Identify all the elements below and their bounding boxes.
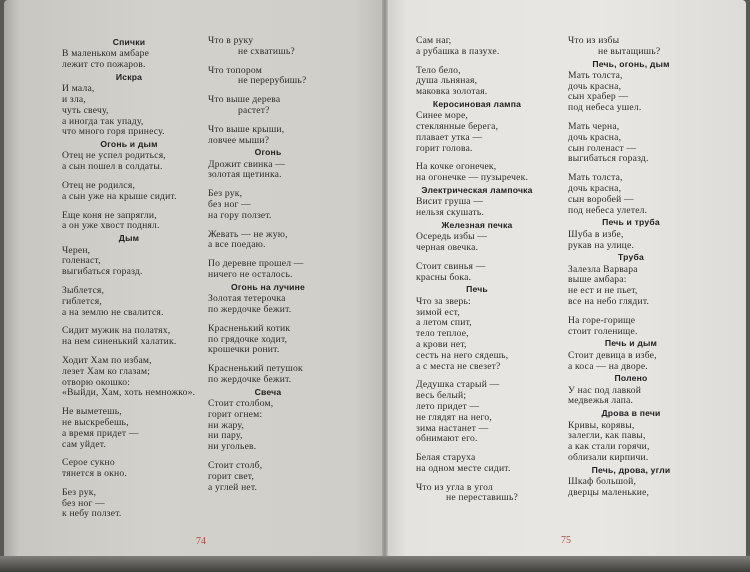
riddle-line: Стоит девица в избе, bbox=[568, 349, 657, 361]
riddle-line: Залезла Варвара bbox=[568, 263, 638, 275]
riddle bbox=[208, 259, 328, 281]
riddle-heading: Труба bbox=[618, 252, 644, 263]
riddle-line: на нем синенький халатик. bbox=[62, 336, 177, 348]
riddle-line: Синее море, bbox=[416, 110, 469, 122]
riddle-line: по грядочке ходит, bbox=[208, 333, 288, 345]
riddle-line: красны бока. bbox=[416, 271, 472, 283]
riddle bbox=[62, 181, 196, 203]
riddle-line: не глядят на него, bbox=[416, 411, 492, 423]
riddle-line: Что выше крыши, bbox=[208, 123, 285, 135]
riddle bbox=[568, 230, 694, 252]
riddle-line: зимой ест, bbox=[416, 306, 460, 318]
riddle-line: облизали кирпичи. bbox=[568, 451, 649, 463]
riddle-line: что много горя принесу. bbox=[62, 126, 165, 138]
riddle bbox=[568, 71, 694, 114]
riddle-line: Еще коня не запрягли, bbox=[62, 209, 157, 221]
riddle-line: Что из угла в угол bbox=[416, 481, 493, 493]
riddle-line: Сидит мужик на полатях, bbox=[62, 325, 171, 337]
riddle-line: дочь красна, bbox=[568, 183, 622, 195]
riddle-line: выгибаться горазд. bbox=[62, 266, 143, 278]
riddle bbox=[208, 95, 328, 117]
riddle-line: В маленьком амбаре bbox=[62, 48, 150, 60]
riddle-line: Жевать — не жую, bbox=[208, 228, 288, 240]
riddle-line: Шуба в избе, bbox=[568, 228, 624, 240]
riddle-line: Что выше дерева bbox=[208, 94, 281, 106]
riddle-line: а летом спит, bbox=[416, 317, 472, 329]
riddle-line: лезет Хам ко глазам; bbox=[62, 365, 151, 377]
riddle bbox=[62, 246, 196, 278]
riddle-line: не ест и не пьет, bbox=[568, 285, 638, 297]
riddle-line: лето придет — bbox=[416, 400, 480, 412]
riddle-line: выгибаться горазд. bbox=[568, 153, 649, 165]
riddle-line: ловчее мыши? bbox=[208, 134, 270, 146]
riddle bbox=[62, 286, 196, 318]
riddle bbox=[416, 66, 538, 98]
riddle-heading: Печь bbox=[466, 284, 488, 295]
riddle-line: Мать черна, bbox=[568, 121, 620, 133]
page-number-left: 74 bbox=[196, 536, 206, 547]
riddle-line: ничего не осталось. bbox=[208, 269, 293, 281]
riddle-line: голенаст, bbox=[62, 255, 101, 267]
riddle-line: стеклянные берега, bbox=[416, 121, 499, 133]
riddle bbox=[568, 316, 694, 338]
riddle-line: Красненький петушок bbox=[208, 363, 303, 375]
riddle bbox=[416, 483, 538, 505]
riddle-line: обнимают его. bbox=[416, 433, 478, 445]
riddle bbox=[416, 162, 538, 184]
riddle bbox=[416, 380, 538, 445]
riddle-line: плавает утка — bbox=[416, 131, 483, 143]
riddle-line: на гору ползет. bbox=[208, 209, 272, 221]
riddle-line: По деревне прошел — bbox=[208, 258, 304, 270]
riddle-line: Что из избы bbox=[568, 35, 620, 46]
riddle-line: а на землю не свалится. bbox=[62, 306, 164, 318]
riddle bbox=[568, 386, 694, 408]
riddle-line: а рубашка в пазухе. bbox=[416, 45, 500, 57]
riddle bbox=[208, 189, 328, 221]
riddle-line: нельзя скушать. bbox=[416, 207, 485, 219]
riddle-line: Ходит Хам по избам, bbox=[62, 354, 152, 366]
riddle-line: а как стали горячи, bbox=[568, 441, 650, 453]
riddle bbox=[568, 122, 694, 165]
riddle-line: а он уже хвост поднял. bbox=[62, 220, 160, 232]
riddle-line: растет? bbox=[238, 104, 270, 116]
riddle bbox=[568, 421, 694, 464]
riddle bbox=[62, 151, 196, 173]
riddle-line: залегли, как павы, bbox=[568, 430, 646, 442]
riddle-line: на огонечке — пузыречек. bbox=[416, 172, 529, 184]
right-page-column-1 bbox=[416, 36, 538, 504]
left-page-column-1 bbox=[62, 36, 196, 520]
riddle-line: На кочке огонечек, bbox=[416, 161, 497, 173]
riddle-line: не перерубишь? bbox=[238, 75, 307, 87]
riddle bbox=[416, 453, 538, 475]
riddle bbox=[208, 230, 328, 252]
riddle-line: Тело бело, bbox=[416, 64, 461, 76]
riddle bbox=[416, 111, 538, 154]
riddle-line: а с места не свезет? bbox=[416, 360, 501, 372]
riddle-line: Дрожит свинка — bbox=[208, 158, 286, 170]
riddle bbox=[62, 488, 196, 520]
riddle-line: а коса — на дворе. bbox=[568, 360, 648, 372]
riddle-line: Что за зверь: bbox=[416, 295, 471, 307]
riddle bbox=[208, 364, 328, 386]
riddle-heading: Дрова в печи bbox=[601, 408, 661, 419]
riddle-line: маковка золотая. bbox=[416, 86, 488, 98]
riddle-line: не переставишь? bbox=[446, 492, 518, 504]
riddle-line: без ног — bbox=[62, 497, 105, 509]
riddle-line: не схватишь? bbox=[238, 45, 295, 57]
riddle bbox=[208, 36, 328, 58]
riddle bbox=[62, 356, 196, 399]
riddle-line: дочь красна, bbox=[568, 80, 622, 92]
riddle-heading: Огонь bbox=[254, 147, 282, 158]
riddle-line: У нас под лавкой bbox=[568, 384, 642, 396]
riddle-line: Зыблется, bbox=[62, 284, 105, 296]
riddle-line: медвежья лапа. bbox=[568, 395, 634, 407]
riddle-line: а время придет — bbox=[62, 427, 139, 439]
riddle-heading: Керосиновая лампа bbox=[432, 98, 522, 109]
riddle-line: Без рук, bbox=[62, 486, 97, 498]
riddle-line: горит огнем: bbox=[208, 408, 263, 420]
riddle-line: Стоит свинья — bbox=[416, 260, 486, 272]
riddle-line: Отец не успел родиться, bbox=[62, 150, 166, 162]
riddle-line: «Выйди, Хам, хоть немножко». bbox=[62, 387, 196, 399]
riddle-line: весь белый; bbox=[416, 390, 467, 402]
riddle-line: ни угольев. bbox=[208, 441, 257, 453]
riddle bbox=[62, 326, 196, 348]
riddle bbox=[208, 461, 328, 493]
riddle-heading: Полено bbox=[614, 373, 648, 384]
riddle-line: не вытащишь? bbox=[598, 45, 661, 57]
riddle bbox=[208, 160, 328, 182]
riddle-line: Мать толста, bbox=[568, 172, 623, 184]
riddle-line: Что в руку bbox=[208, 35, 254, 46]
riddle-line: черная овечка. bbox=[416, 242, 479, 254]
riddle bbox=[208, 324, 328, 356]
book-spine bbox=[382, 0, 388, 556]
riddle-line: стоит голенище. bbox=[568, 325, 638, 337]
riddle-line: Серое сукно bbox=[62, 457, 115, 469]
riddle bbox=[208, 294, 328, 316]
riddle-line: а иногда так упаду, bbox=[62, 115, 144, 127]
riddle-line: Черен, bbox=[62, 244, 91, 256]
riddle bbox=[62, 84, 196, 138]
riddle bbox=[62, 211, 196, 233]
riddle-heading: Спички bbox=[112, 37, 146, 47]
riddle-line: Не выметешь, bbox=[62, 406, 122, 418]
riddle-line: чуть свечу, bbox=[62, 104, 109, 116]
riddle-heading: Искра bbox=[115, 71, 143, 82]
riddle-line: без ног — bbox=[208, 199, 251, 211]
riddle-line: Белая старуха bbox=[416, 452, 476, 464]
riddle-line: Что топором bbox=[208, 64, 262, 76]
riddle-line: сесть на него сядешь, bbox=[416, 349, 509, 361]
riddle-line: Дедушка старый — bbox=[416, 379, 500, 391]
riddle-line: горит голова. bbox=[416, 142, 473, 154]
riddle-line: а сын уже на крыше сидит. bbox=[62, 190, 177, 202]
riddle bbox=[208, 399, 328, 453]
riddle-line: а углей нет. bbox=[208, 481, 258, 493]
riddle-heading: Печь и дым bbox=[604, 338, 658, 349]
riddle-line: под небеса ушел. bbox=[568, 102, 642, 114]
riddle-line: сын воробей — bbox=[568, 193, 634, 205]
riddle-heading: Печь, дрова, угли bbox=[591, 464, 671, 475]
riddle-line: выше амбара: bbox=[568, 274, 627, 286]
riddle-line: по жердочке бежит. bbox=[208, 303, 292, 315]
left-page-column-2 bbox=[208, 36, 328, 493]
riddle-line: отворю окошко: bbox=[62, 376, 131, 388]
riddle bbox=[416, 197, 538, 219]
riddle-line: гиблется, bbox=[62, 295, 102, 307]
riddle-heading: Железная печка bbox=[441, 219, 513, 230]
riddle-line: рукав на улице. bbox=[568, 239, 635, 251]
riddle-line: тело теплое, bbox=[416, 328, 469, 340]
riddle-line: Отец не родился, bbox=[62, 180, 136, 192]
riddle-line: горит свет, bbox=[208, 470, 255, 482]
riddle-heading: Электрическая лампочка bbox=[421, 185, 533, 196]
riddle bbox=[568, 173, 694, 216]
riddle-line: под небеса улетел. bbox=[568, 204, 648, 216]
riddle-line: сын голенаст — bbox=[568, 142, 637, 154]
riddle bbox=[62, 407, 196, 450]
riddle-line: сам уйдет. bbox=[62, 438, 107, 450]
riddle-line: не выскребешь, bbox=[62, 416, 129, 428]
riddle-line: ни пару, bbox=[208, 430, 243, 442]
riddle-line: Без рук, bbox=[208, 188, 243, 200]
riddle-line: тянется в окно. bbox=[62, 468, 127, 480]
riddle bbox=[568, 265, 694, 308]
riddle-line: душа льняная, bbox=[416, 75, 478, 87]
riddle-heading: Печь и труба bbox=[602, 217, 660, 228]
riddle bbox=[208, 66, 328, 88]
riddle-line: Сам наг, bbox=[416, 35, 452, 46]
riddle-heading: Огонь и дым bbox=[100, 139, 158, 150]
riddle bbox=[568, 351, 694, 373]
riddle-line: И мала, bbox=[62, 83, 95, 95]
riddle-line: по жердочке бежит. bbox=[208, 373, 292, 385]
riddle-heading: Дым bbox=[118, 233, 140, 244]
riddle-line: на одном месте сидит. bbox=[416, 462, 511, 474]
right-page-column-2 bbox=[568, 36, 694, 499]
riddle-line: Осередь избы — bbox=[416, 231, 488, 243]
riddle-line: и зла, bbox=[62, 93, 86, 105]
riddle-line: а сын пошел в солдаты. bbox=[62, 161, 163, 173]
riddle-heading: Свеча bbox=[254, 386, 282, 397]
riddle-line: к небу ползет. bbox=[62, 508, 122, 520]
riddle-line: а крови нет, bbox=[416, 338, 467, 350]
riddle-line: Красненький котик bbox=[208, 322, 291, 334]
riddle-line: Кривы, корявы, bbox=[568, 419, 635, 431]
book-bottom-edge bbox=[0, 556, 750, 572]
page-number-right: 75 bbox=[561, 535, 571, 546]
riddle-line: зима настанет — bbox=[416, 422, 489, 434]
riddle bbox=[416, 297, 538, 373]
riddle-line: Золотая тетерочка bbox=[208, 293, 286, 305]
riddle-line: Висит груша — bbox=[416, 196, 484, 208]
riddle-line: сын храбер — bbox=[568, 91, 629, 103]
riddle bbox=[568, 36, 694, 58]
riddle-line: Стоит столбом, bbox=[208, 398, 274, 410]
riddle-line: лежит сто пожаров. bbox=[62, 59, 146, 71]
riddle-line: ни жару, bbox=[208, 419, 245, 431]
riddle-line: Мать толста, bbox=[568, 69, 623, 81]
riddle-line: дверцы маленькие, bbox=[568, 486, 650, 498]
riddle bbox=[62, 458, 196, 480]
riddle bbox=[62, 49, 196, 71]
riddle-heading: Печь, огонь, дым bbox=[592, 58, 670, 69]
riddle-line: дочь красна, bbox=[568, 131, 622, 143]
riddle bbox=[208, 125, 328, 147]
riddle-heading: Огонь на лучине bbox=[231, 281, 305, 292]
riddle-line: Стоит столб, bbox=[208, 460, 263, 471]
riddle-line: крошечки ронит. bbox=[208, 344, 280, 356]
riddle bbox=[568, 477, 694, 499]
riddle-line: все на небо глядит. bbox=[568, 296, 650, 308]
riddle-line: а все поедаю. bbox=[208, 239, 266, 251]
riddle bbox=[416, 36, 538, 58]
riddle-line: На горе-горище bbox=[568, 314, 636, 326]
riddle-line: Шкаф большой, bbox=[568, 475, 637, 487]
riddle bbox=[416, 262, 538, 284]
riddle-line: золотая щетинка. bbox=[208, 169, 282, 181]
riddle bbox=[416, 232, 538, 254]
